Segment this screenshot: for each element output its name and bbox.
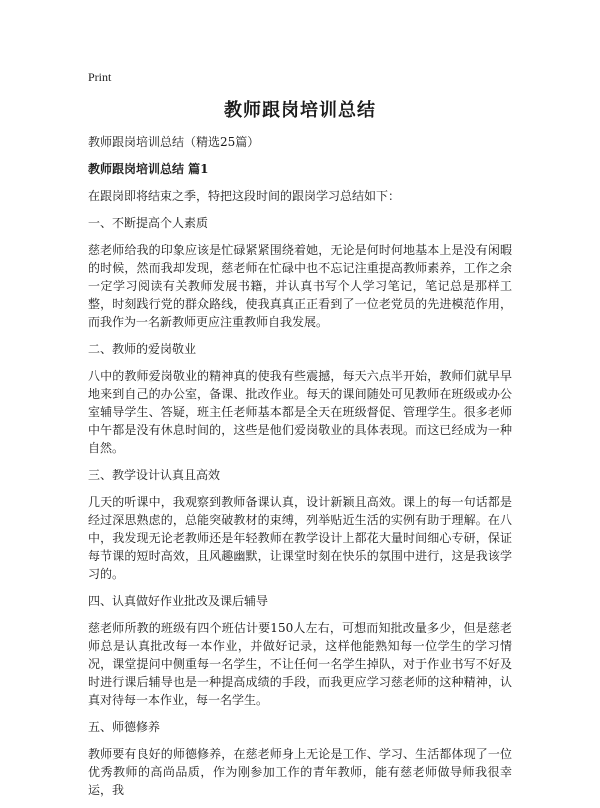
document-subtitle: 教师跟岗培训总结（精选25篇） xyxy=(88,135,260,149)
intro-paragraph: 在跟岗即将结束之季，特把这段时间的跟岗学习总结如下： xyxy=(88,189,401,203)
section-title: 教师跟岗培训总结 篇1 xyxy=(88,162,209,176)
section-paragraph-3: 几天的听课中，我观察到教师备课认真，设计新颖且高效。课上的每一句话都是经过深思熟虑的，总能突破教材的束缚，列举贴近生活的实例有助于理解。在八中，我发现无论老教师还是年轻教师在教学设计上都花大量时间细心专研，保证每节课的短时高效，且风趣幽默，让课堂时刻在快乐的氛围中进行，这是我该学习的。 xyxy=(88,495,512,581)
section-heading-2: 二、教师的爱岗敬业 xyxy=(88,342,197,356)
section-heading-4: 四、认真做好作业批改及课后辅导 xyxy=(88,594,269,608)
document-body xyxy=(88,133,512,808)
section-paragraph-2: 八中的教师爱岗敬业的精神真的使我有些震撼，每天六点半开始，教师们就早早地来到自己的办公室，备课、批改作业。每天的课间随处可见教师在班级或办公室辅导学生、答疑，班主任老师基本都是全天在班级督促、管理学生。很多老师中午都是没有休息时间的，这些是他们爱岗敬业的具体表现。而这已经成为一种自然。 xyxy=(88,369,512,455)
section-heading-5: 五、师德修养 xyxy=(88,720,161,734)
page-title: 教师跟岗培训总结 xyxy=(224,100,376,121)
print-label[interactable]: Print xyxy=(88,70,112,84)
section-paragraph-4: 慈老师所教的班级有四个班估计要150人左右，可想而知批改量多少，但是慈老师总是认真批改每一本作业，并做好记录，这样他能熟知每一位学生的学习情况，课堂提问中侧重每一名学生，不让任何一名学生掉队，对于作业书写不好及时进行课后辅导也是一种提高成绩的手段，而我更应学习慈老师的这种精神，认真对待每一本作业，每一名学生。 xyxy=(88,621,512,707)
section-paragraph-5: 教师要有良好的师德修养，在慈老师身上无论是工作、学习、生活都体现了一位优秀教师的高尚品质，作为刚参加工作的青年教师，能有慈老师做导师我很幸运，我 xyxy=(88,747,512,797)
section-paragraph-1: 慈老师给我的印象应该是忙碌紧紧围绕着她，无论是何时何地基本上是没有闲暇的时候，然而我却发现，慈老师在忙碌中也不忘记注重提高教师素养，工作之余一定学习阅读有关教师发展书籍，并认真书写个人学习笔记，笔记总是那样工整，时刻践行党的群众路线，使我真真正正看到了一位老党员的先进模范作用，而我作为一名新教师更应注重教师自我发展。 xyxy=(88,243,512,329)
section-heading-1: 一、不断提高个人素质 xyxy=(88,216,209,230)
section-heading-3: 三、教学设计认真且高效 xyxy=(88,468,221,482)
